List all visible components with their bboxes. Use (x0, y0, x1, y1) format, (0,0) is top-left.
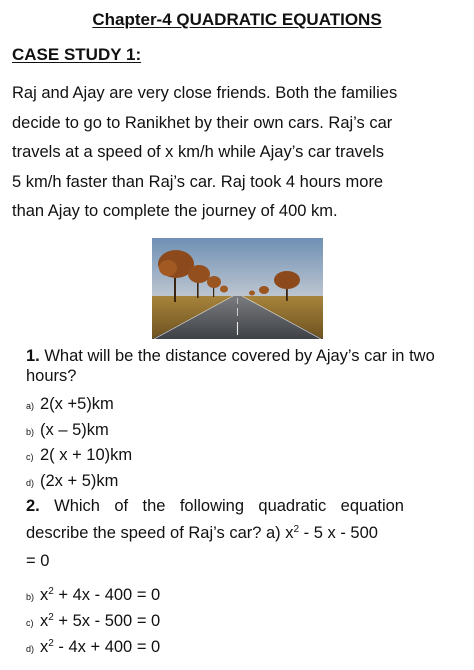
question-word: quadratic (258, 497, 327, 515)
question-number: 2. (26, 497, 40, 515)
case-study-heading: CASE STUDY 1: (12, 45, 142, 64)
passage-line: than Ajay to complete the journey of 400 km. (12, 202, 338, 220)
option-text: $x^2 - 4x + 400 = 0$ (40, 638, 161, 656)
question-1-options (26, 392, 132, 494)
passage-line: 5 km/h faster than Raj’s car. Raj took 4 hours more (12, 172, 384, 191)
option-letter: c) (26, 452, 34, 462)
option-letter: c) (26, 618, 34, 628)
option-c[interactable] (26, 443, 132, 469)
option-text: (x – 5)km (40, 420, 109, 439)
question-word: Which (54, 497, 100, 515)
question-2-line-1 (26, 493, 404, 520)
question-number: 1. (26, 347, 40, 365)
option-letter: a) (26, 401, 35, 411)
question-word: equation (340, 497, 404, 515)
option-c[interactable] (26, 608, 160, 634)
question-word: the (142, 497, 166, 515)
passage-line: Raj and Ajay are very close friends. Both the families (12, 84, 398, 102)
option-letter: d) (26, 644, 35, 654)
option-text: 2(x +5)km (40, 395, 114, 413)
question-2-prompt: describe the speed of Raj’s car? a) x (26, 524, 294, 542)
passage-line: decide to go to Ranikhet by their own cars. Raj’s car (12, 113, 393, 132)
passage-line: travels at a speed of x km/h while Ajay’s car travels (12, 143, 385, 161)
option-a[interactable] (26, 392, 132, 418)
option-text: $x^2 + 5x - 500 = 0$ (40, 612, 161, 630)
option-letter: d) (26, 477, 35, 488)
option-b[interactable] (26, 582, 160, 608)
tree-lined-road-photo (152, 238, 323, 339)
option-letter: b) (26, 426, 35, 437)
case-study-passage (12, 79, 464, 227)
option-a-equation: - 5 x - 500 (299, 524, 378, 542)
question-word: of (114, 497, 129, 515)
question-2-options (26, 582, 160, 660)
question-word: following (179, 497, 245, 515)
option-text: (2x + 5)km (40, 471, 119, 490)
question-2-line-2 (26, 520, 404, 547)
question-2-line-3 (26, 548, 404, 575)
option-letter: b) (26, 592, 35, 602)
option-b[interactable] (26, 418, 132, 444)
question-1-text (26, 346, 466, 386)
question-2 (26, 493, 404, 575)
option-d[interactable] (26, 634, 160, 660)
page-title: Chapter-4 QUADRATIC EQUATIONS (92, 10, 382, 29)
option-d[interactable] (26, 469, 132, 495)
option-text: $x^2 + 4x - 400 = 0$ (40, 586, 161, 604)
option-text: 2( x + 10)km (40, 446, 133, 464)
exponent: 2 (293, 524, 300, 535)
question-1 (26, 346, 466, 386)
question-1-prompt: What will be the distance covered by Ajay’s car in two hours? (26, 347, 435, 385)
option-a-equation-end: = 0 (26, 552, 50, 570)
